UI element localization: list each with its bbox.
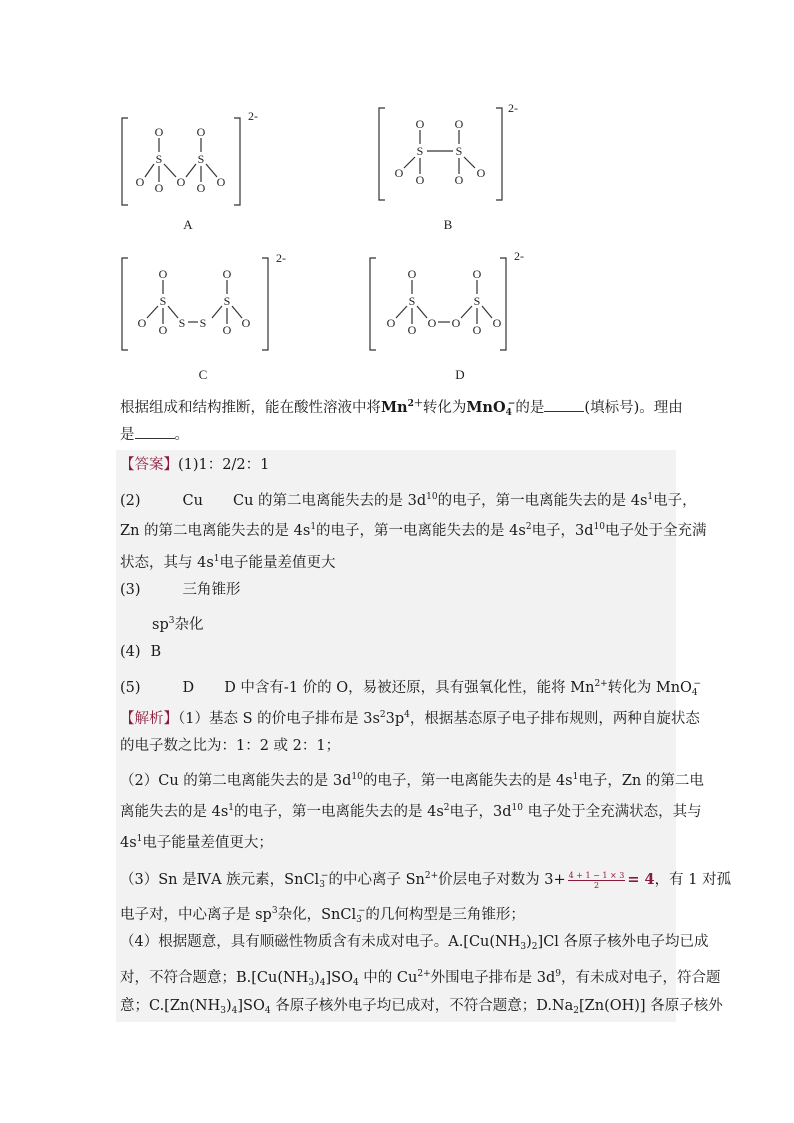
atom-label: O bbox=[137, 316, 147, 330]
bond-line bbox=[464, 157, 475, 168]
atom-label: S bbox=[155, 152, 163, 166]
atom-label: S bbox=[408, 294, 416, 308]
text-run: （3）Sn 是ⅣA 族元素，SnCl bbox=[120, 872, 320, 888]
text-run: 的电子，第一电离能失去的是 4s bbox=[437, 493, 648, 509]
text-run: 2 bbox=[379, 710, 386, 720]
text-run: 2+ bbox=[594, 679, 608, 689]
answer-blank-2 bbox=[135, 424, 175, 439]
text-run: 1 bbox=[228, 803, 235, 813]
atom-label: O bbox=[158, 267, 168, 281]
text-run: ) bbox=[526, 934, 532, 950]
text-run: [Zn(OH)] 各原子核外 bbox=[579, 998, 723, 1014]
atom-label: O bbox=[407, 323, 417, 337]
text-run: − bbox=[320, 871, 329, 881]
bond-line bbox=[212, 306, 222, 318]
text-run: 的电子，第一电离能失去的是 4s bbox=[234, 804, 444, 820]
text-run: 3 bbox=[520, 942, 527, 952]
atom-label: O bbox=[196, 125, 206, 139]
atom-label: O bbox=[451, 316, 461, 330]
text-run: 2 bbox=[593, 880, 600, 890]
atom-label: O bbox=[454, 117, 464, 131]
bracket-d-left bbox=[370, 258, 376, 350]
text-run: D bbox=[182, 680, 195, 696]
bond-line bbox=[417, 306, 427, 318]
structure-diagrams bbox=[0, 0, 794, 390]
text-run: 4 + 1 − 1 × 3 bbox=[568, 870, 625, 880]
text-run: 4 bbox=[319, 978, 326, 988]
analysis-line-8 bbox=[120, 932, 709, 957]
text-run: 电子对，中心离子是 sp bbox=[120, 907, 272, 923]
analysis-line-6 bbox=[120, 866, 731, 895]
atom-label: S bbox=[455, 144, 463, 158]
atom-label: S bbox=[473, 294, 481, 308]
text-run: 10 bbox=[511, 803, 523, 813]
text-run: 中的 Cu bbox=[358, 970, 418, 986]
text-run: 3 bbox=[319, 880, 325, 890]
text-run: ]Cl 各原子核外电子均已成 bbox=[537, 934, 709, 950]
analysis-line-3 bbox=[120, 767, 704, 791]
text-run: （1）基态 S 的价电子排布是 3s bbox=[178, 711, 380, 727]
atom-label: O bbox=[135, 175, 145, 189]
text-run: 3 bbox=[308, 978, 315, 988]
answer-line-6 bbox=[152, 611, 203, 635]
text-run: 1 bbox=[213, 554, 220, 564]
atom-label: S bbox=[199, 316, 207, 330]
atom-label: S bbox=[197, 152, 205, 166]
atom-label: S bbox=[416, 144, 424, 158]
answer-line-2 bbox=[120, 487, 697, 511]
bond-line bbox=[396, 306, 407, 318]
text-run: 转化为 MnO bbox=[607, 680, 692, 696]
atom-label: O bbox=[476, 166, 486, 180]
bond-line bbox=[147, 306, 158, 318]
bracket-c-right bbox=[262, 258, 268, 350]
text-run: 10 bbox=[426, 492, 438, 502]
text-run: − bbox=[507, 399, 516, 409]
atom-label: O bbox=[415, 173, 425, 187]
text-run: = 4 bbox=[627, 871, 655, 888]
atom-label: O bbox=[394, 166, 404, 180]
bracket-d-right bbox=[500, 258, 506, 350]
atom-label: O bbox=[472, 267, 482, 281]
text-run: 4 bbox=[691, 688, 698, 698]
analysis-line-9 bbox=[120, 964, 721, 993]
charge-c: 2- bbox=[276, 251, 286, 265]
charge-a: 2- bbox=[248, 109, 258, 123]
text-run: B bbox=[150, 644, 162, 660]
text-run: 电子， bbox=[653, 493, 697, 509]
bracket-b-left bbox=[379, 108, 385, 200]
text-run: ，根据基态原子电子排布规则，两种自旋状态 bbox=[409, 711, 700, 727]
text-run: sp bbox=[152, 617, 169, 633]
analysis-tag: 【解析】 bbox=[120, 711, 178, 727]
text-run: 电子处于全充满 bbox=[605, 523, 707, 539]
atom-label: O bbox=[154, 125, 164, 139]
atom-label: O bbox=[216, 175, 226, 189]
text-run: (2) bbox=[120, 493, 141, 509]
text-run: 4 bbox=[505, 408, 512, 418]
atom-label: O bbox=[492, 316, 502, 330]
text-run: ) bbox=[225, 998, 232, 1014]
text-run: Cu bbox=[182, 493, 203, 509]
text-run: ，有 1 对孤 bbox=[654, 872, 732, 888]
analysis-line-7 bbox=[120, 901, 525, 930]
atom-label: O bbox=[407, 267, 417, 281]
text-run: 。 bbox=[174, 427, 189, 443]
text-run: 2 bbox=[531, 942, 538, 952]
analysis-line-1 bbox=[120, 705, 700, 729]
atom-label: O bbox=[472, 323, 482, 337]
text-run: 3 bbox=[220, 1006, 226, 1016]
atom-label: S bbox=[159, 294, 167, 308]
text-run: (填标号)。理由 bbox=[584, 400, 683, 416]
text-run: 3 bbox=[168, 616, 175, 626]
atom-label: O bbox=[454, 173, 464, 187]
bond-line bbox=[482, 306, 492, 318]
analysis-line-2 bbox=[120, 736, 340, 756]
charge-d: 2- bbox=[514, 249, 524, 263]
answer-blank-1 bbox=[544, 397, 584, 412]
text-run: 价层电子对数为 3+ bbox=[438, 872, 566, 888]
analysis-line-10 bbox=[120, 996, 723, 1021]
text-run: 3 bbox=[271, 906, 278, 916]
text-run: 外围电子排布是 3d bbox=[430, 970, 556, 986]
atom-label: O bbox=[415, 117, 425, 131]
text-run: (5) bbox=[120, 680, 141, 696]
atom-label: S bbox=[223, 294, 231, 308]
text-run: Mn bbox=[381, 399, 408, 416]
text-run: 2 bbox=[443, 803, 450, 813]
text-run: 2+ bbox=[417, 969, 431, 979]
text-run: 2 bbox=[525, 522, 532, 532]
text-run: ]SO bbox=[325, 970, 353, 986]
atom-label: O bbox=[196, 181, 206, 195]
text-run: 电子，Zn 的第二电 bbox=[578, 773, 704, 789]
bracket-a-left bbox=[122, 118, 128, 205]
label-d: D bbox=[455, 367, 465, 382]
text-run: 根据组成和结构推断，能在酸性溶液中将 bbox=[120, 400, 381, 416]
text-run: ]SO bbox=[237, 998, 265, 1014]
label-c: C bbox=[198, 367, 208, 382]
text-run: 1 bbox=[310, 522, 317, 532]
text-run: 电子处于全充满状态，其与 bbox=[523, 804, 702, 820]
atom-label: O bbox=[176, 175, 186, 189]
analysis-line-5 bbox=[120, 829, 273, 853]
label-b: B bbox=[443, 217, 453, 232]
text-run: 状态，其与 4s bbox=[120, 555, 214, 571]
text-run: 意；C.[Zn(NH bbox=[120, 998, 221, 1014]
text-run: 4 bbox=[264, 1006, 271, 1016]
bond-line bbox=[232, 306, 242, 318]
text-run: (4) bbox=[120, 644, 141, 660]
atom-label: S bbox=[178, 316, 186, 330]
text-run: 3p bbox=[385, 711, 405, 727]
bond-line bbox=[164, 164, 176, 177]
text-run: 的电子，第一电离能失去的是 4s bbox=[362, 773, 573, 789]
text-run: 电子能量差值更大； bbox=[142, 835, 273, 851]
text-run: 10 bbox=[351, 772, 363, 782]
text-run: 的电子，第一电离能失去的是 4s bbox=[316, 523, 526, 539]
text-run: 2＋ bbox=[407, 399, 423, 409]
question-line-1 bbox=[120, 394, 683, 423]
text-run: − bbox=[693, 679, 702, 689]
text-run: 是 bbox=[120, 427, 135, 443]
text-run: （4）根据题意，具有顺磁性物质含有未成对电子。A.[Cu(NH bbox=[120, 934, 521, 950]
bracket-c-left bbox=[122, 258, 128, 350]
bond-line bbox=[461, 306, 472, 318]
atom-label: O bbox=[154, 181, 164, 195]
answer-tag: 【答案】 bbox=[120, 457, 178, 473]
text-run: D 中含有-1 价的 O，易被还原，具有强氧化性，能将 Mn bbox=[224, 680, 595, 696]
text-run: 电子能量差值更大 bbox=[219, 555, 336, 571]
answer-line-7 bbox=[120, 642, 161, 662]
text-run: 的电子数之比为：1：2 或 2：1； bbox=[120, 738, 341, 754]
atom-label: O bbox=[222, 267, 232, 281]
charge-b: 2- bbox=[508, 101, 518, 115]
text-run: 2 bbox=[573, 1006, 580, 1016]
answer-line-4 bbox=[120, 549, 336, 573]
text-run: 9 bbox=[555, 969, 561, 979]
text-run: Zn 的第二电离能失去的是 4s bbox=[120, 523, 311, 539]
atom-label: O bbox=[427, 316, 437, 330]
text-run: 1 bbox=[572, 772, 579, 782]
text-run: Cu 的第二电离能失去的是 3d bbox=[232, 493, 427, 509]
text-run: 1 bbox=[136, 834, 143, 844]
text-run: ) bbox=[314, 970, 320, 986]
text-run: MnO bbox=[466, 399, 506, 416]
valence-pair-fraction bbox=[568, 871, 626, 890]
text-run: 的中心离子 Sn bbox=[328, 872, 425, 888]
text-run: 3 bbox=[356, 915, 362, 925]
bond-line bbox=[145, 164, 154, 177]
answer-line-5 bbox=[120, 580, 241, 600]
answer-line-1 bbox=[120, 455, 269, 475]
atom-label: O bbox=[386, 316, 396, 330]
question-line-2 bbox=[120, 424, 189, 445]
text-run: 电子，3d bbox=[531, 523, 594, 539]
answer-line-8 bbox=[120, 674, 701, 703]
text-run: 各原子核外电子均已成对，不符合题意；D.Na bbox=[270, 998, 574, 1014]
text-run: (3) bbox=[120, 582, 141, 598]
atom-label: O bbox=[158, 323, 168, 337]
text-run: 电子，3d bbox=[449, 804, 512, 820]
text-run: 对，不符合题意；B.[Cu(NH bbox=[120, 970, 309, 986]
text-run: 杂化，SnCl bbox=[277, 907, 357, 923]
bond-line bbox=[404, 157, 415, 168]
label-a: A bbox=[183, 217, 193, 232]
text-run: 三角锥形 bbox=[182, 582, 241, 598]
bracket-b-right bbox=[496, 108, 502, 200]
text-run: 4 bbox=[231, 1006, 238, 1016]
text-run: 的是 bbox=[515, 400, 545, 416]
bond-line bbox=[206, 164, 217, 177]
text-run: 4 bbox=[404, 710, 410, 720]
atom-label: O bbox=[222, 323, 232, 337]
text-run: ，有未成对电子，符合题 bbox=[561, 970, 721, 986]
analysis-line-4 bbox=[120, 798, 702, 822]
text-run: − bbox=[357, 906, 366, 916]
text-run: 4s bbox=[120, 835, 137, 851]
text-run: 的几何构型是三角锥形； bbox=[365, 907, 525, 923]
text-run: 杂化 bbox=[174, 617, 204, 633]
text-run: 4 bbox=[352, 978, 359, 988]
answer-line-3 bbox=[120, 517, 707, 541]
text-run: 10 bbox=[593, 522, 606, 532]
bracket-a-right bbox=[234, 118, 240, 205]
text-run: (1)1：2/2：1 bbox=[178, 457, 270, 473]
text-run: 离能失去的是 4s bbox=[120, 804, 229, 820]
bond-line bbox=[186, 164, 196, 177]
text-run: （2）Cu 的第二电离能失去的是 3d bbox=[120, 773, 352, 789]
text-run: 2+ bbox=[424, 871, 439, 881]
bond-line bbox=[168, 306, 178, 318]
text-run: 转化为 bbox=[422, 400, 467, 416]
text-run: 1 bbox=[647, 492, 654, 502]
atom-label: O bbox=[241, 316, 251, 330]
